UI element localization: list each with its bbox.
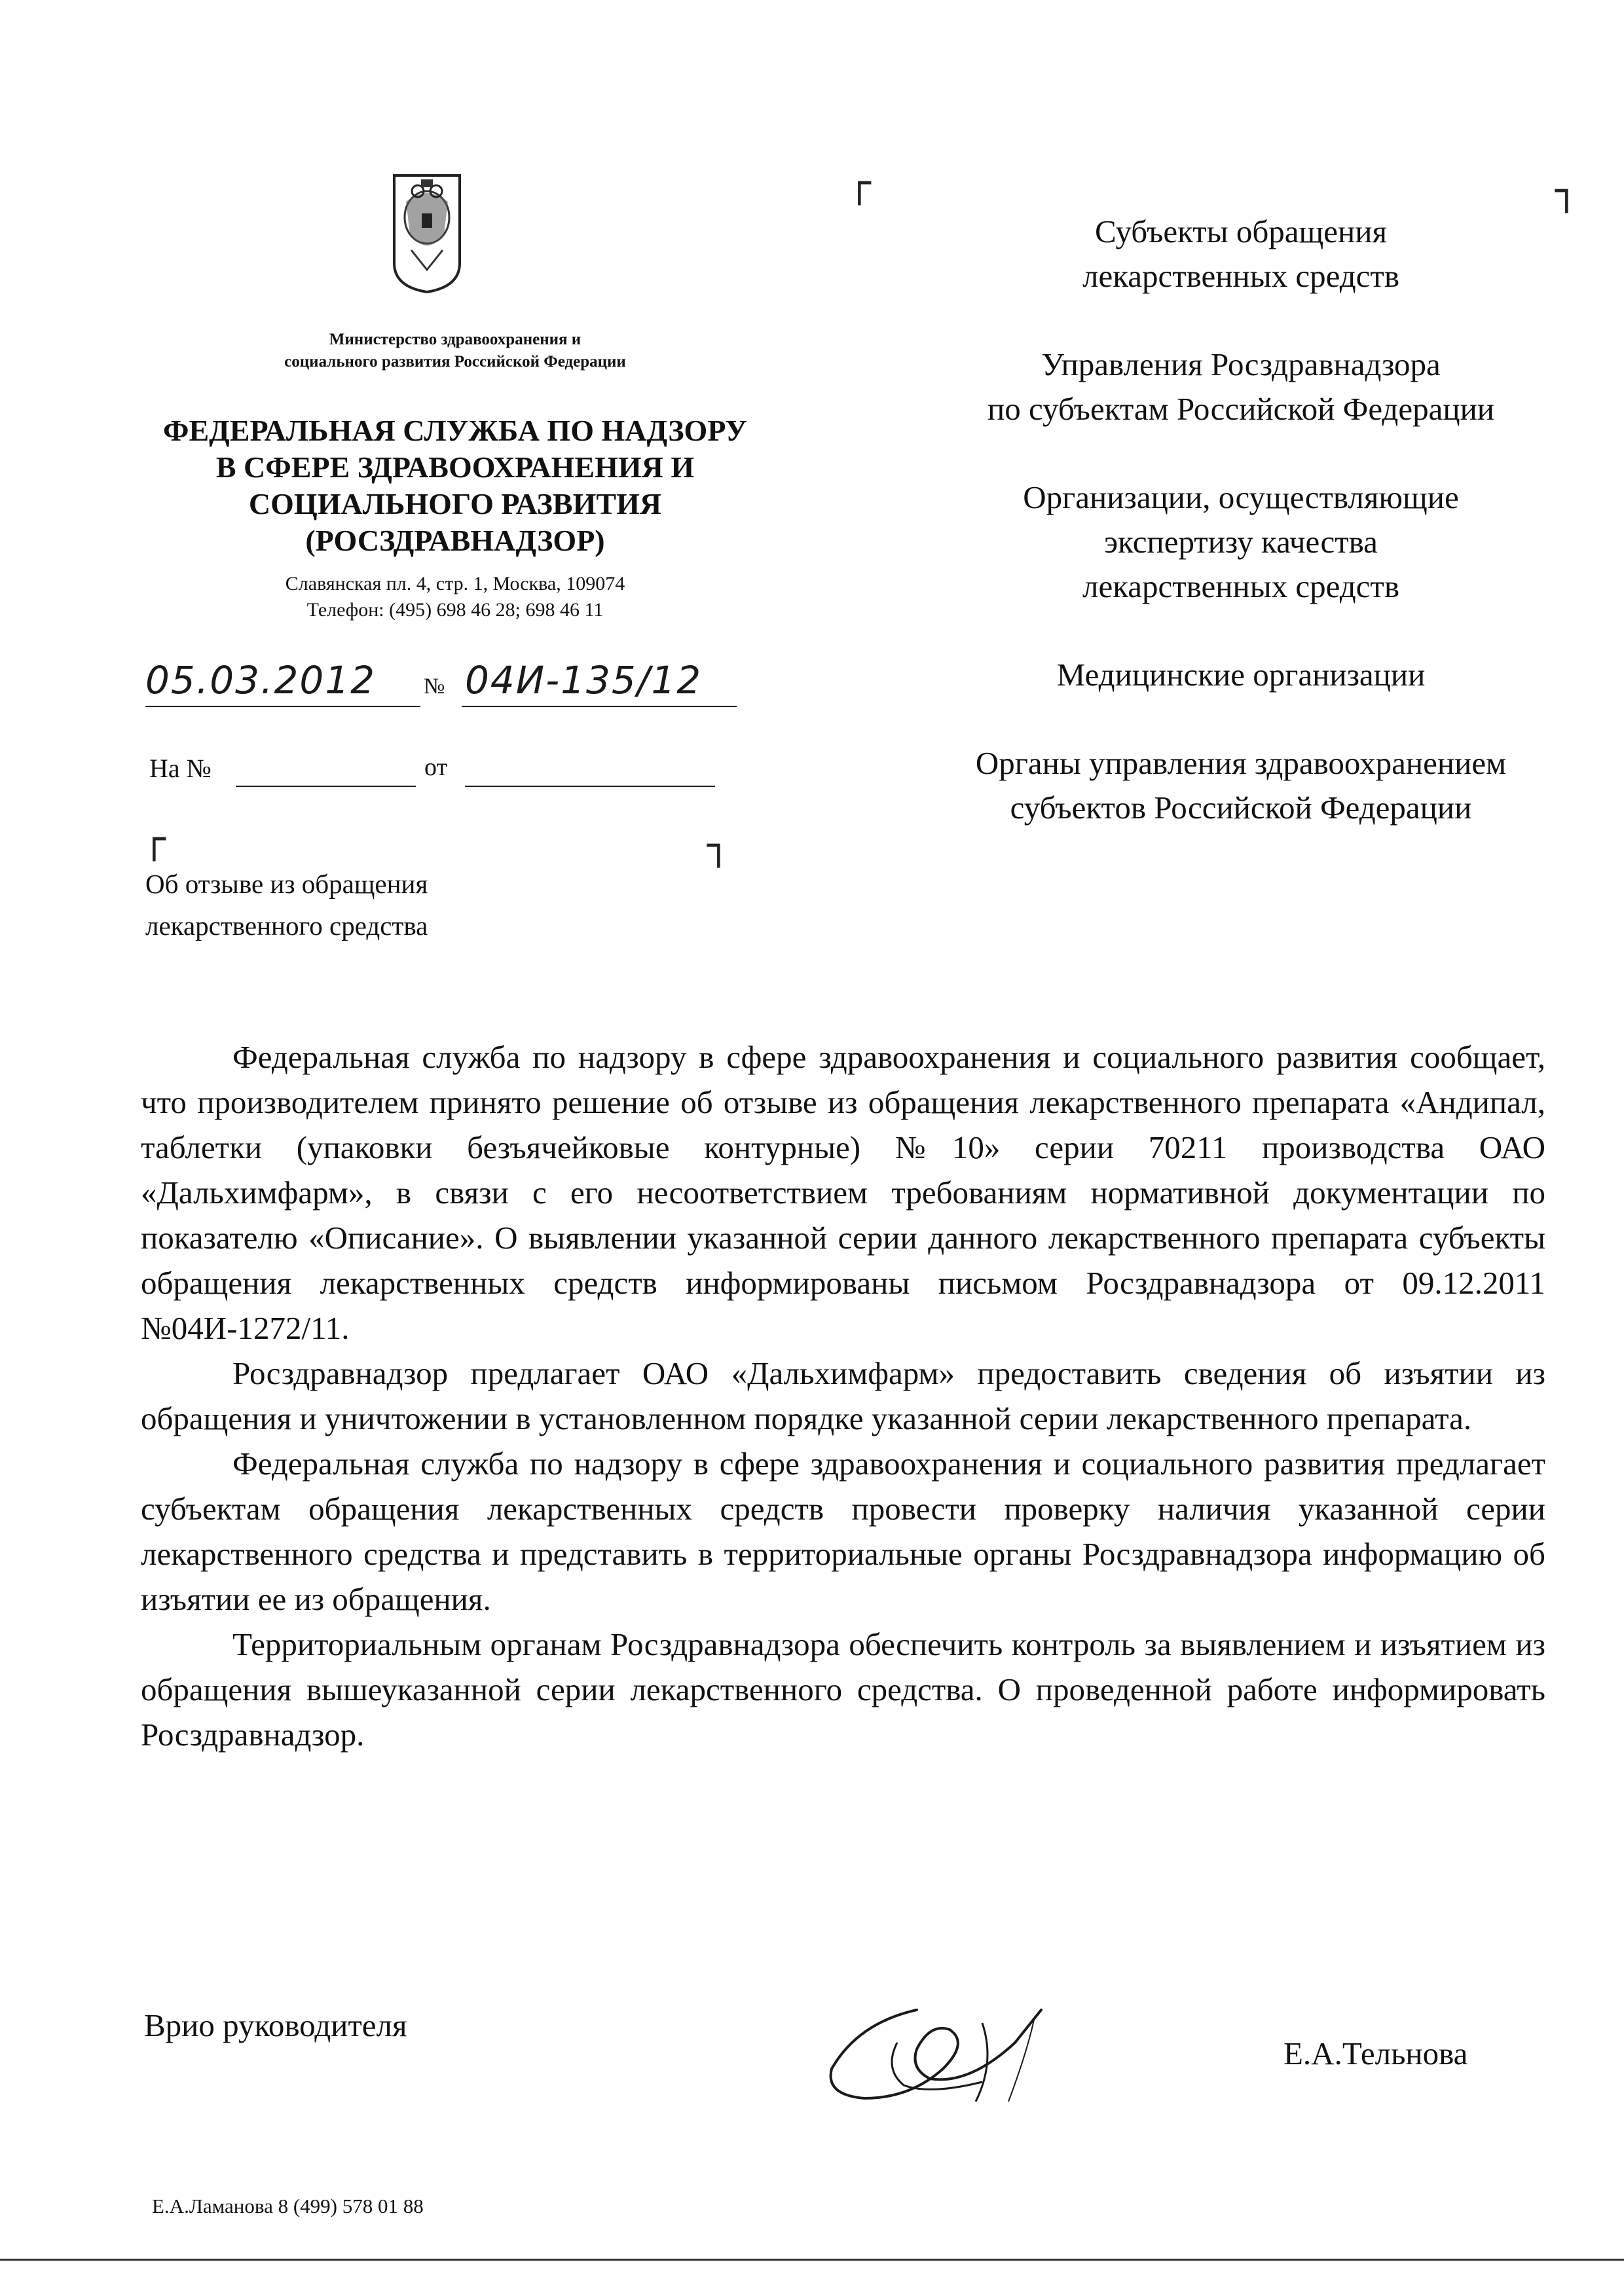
ministry-line-2: социального развития Российской Федерации bbox=[284, 353, 626, 371]
executor-contact: Е.А.Ламанова 8 (499) 578 01 88 bbox=[152, 2195, 424, 2217]
coat-of-arms-emblem bbox=[392, 172, 462, 295]
signatory-name: Е.А.Тельнова bbox=[1283, 2035, 1468, 2071]
subject-line-2: лекарственного средства bbox=[145, 911, 428, 941]
letter-body bbox=[141, 1034, 1545, 1757]
ministry-line-1: Министерство здравоохранения и bbox=[329, 331, 581, 348]
registration-date: 05.03.2012 bbox=[145, 658, 377, 702]
recipient-line: лекарственных средств bbox=[1082, 568, 1399, 604]
recipient-line: Субъекты обращения bbox=[1094, 213, 1387, 249]
address-line-1: Славянская пл. 4, стр. 1, Москва, 109074 bbox=[285, 573, 625, 594]
service-line-3: СОЦИАЛЬНОГО РАЗВИТИЯ bbox=[248, 487, 662, 520]
recipient-group bbox=[871, 741, 1611, 830]
service-name bbox=[131, 412, 779, 559]
recipient-line: по субъектам Российской Федерации bbox=[987, 391, 1495, 427]
recipient-line: Организации, осуществляющие bbox=[1023, 479, 1459, 515]
reference-date-label: от bbox=[424, 754, 448, 781]
corner-bracket-subject-left: ┌ bbox=[143, 816, 166, 861]
service-address bbox=[144, 571, 766, 623]
subject-line-1: Об отзыве из обращения bbox=[145, 869, 428, 899]
registration-number-sign: № bbox=[424, 674, 445, 699]
recipient-group bbox=[871, 475, 1611, 609]
recipient-group bbox=[871, 653, 1611, 697]
body-paragraph-4: Территориальным органам Росздравнадзора обеспечить контроль за выявлением и изъятием из обращения вышеуказанной серии лекарственного средства. О проведенной работе информировать Росздравнадзор. bbox=[141, 1626, 1545, 1753]
corner-bracket-subject-right: ┐ bbox=[707, 823, 730, 867]
recipient-line: Управления Росздравнадзора bbox=[1041, 346, 1441, 382]
corner-bracket-top-right: ┐ bbox=[1555, 168, 1578, 213]
corner-bracket-top-left: ┌ bbox=[848, 160, 871, 205]
recipient-line: экспертизу качества bbox=[1104, 524, 1378, 560]
service-line-4: (РОСЗДРАВНАДЗОР) bbox=[305, 524, 605, 557]
body-paragraph-3: Федеральная служба по надзору в сфере здравоохранения и социального развития предлагает субъектам обращения лекарственных средств провести проверку наличия указанной серии лекарственного средства и представить в территориальные органы Росздравнадзора информацию об изъятии ее из обращения. bbox=[141, 1446, 1545, 1617]
recipient-line: Органы управления здравоохранением bbox=[975, 745, 1507, 781]
bottom-scan-edge bbox=[0, 2259, 1624, 2261]
recipient-line: лекарственных средств bbox=[1082, 258, 1399, 294]
recipient-group bbox=[871, 210, 1611, 299]
body-paragraph-1: Федеральная служба по надзору в сфере здравоохранения и социального развития сообщает, что производителем принято решение об отзыве из обращения лекарственного препарата «Андипал, таблетки (упаковки безъячейковые контурные) №10» серии 70211 производства ОАО «Дальхимфарм», в связи с его несоответствием требованиям нормативной документации по показателю «Описание». О выявлении указанной серии данного лекарственного препарата субъекты обращения лекарственных средств информированы письмом Росздравнадзора от 09.12.2011 №04И-1272/11. bbox=[141, 1039, 1545, 1346]
recipients-list bbox=[871, 210, 1611, 874]
coat-of-arms-eagle-icon bbox=[392, 172, 462, 295]
ministry-name bbox=[144, 329, 766, 373]
service-line-1: ФЕДЕРАЛЬНАЯ СЛУЖБА ПО НАДЗОРУ bbox=[162, 414, 748, 447]
registration-number: 04И-135/12 bbox=[465, 658, 703, 702]
signatory-title: Врио руководителя bbox=[144, 2007, 407, 2043]
recipient-line: Медицинские организации bbox=[1056, 657, 1426, 693]
handwritten-signature-icon bbox=[819, 1971, 1054, 2128]
recipient-line: субъектов Российской Федерации bbox=[1010, 790, 1472, 826]
recipient-group bbox=[871, 342, 1611, 431]
reference-number-label: На № bbox=[149, 754, 212, 783]
letter-subject bbox=[145, 863, 604, 947]
address-line-2: Телефон: (495) 698 46 28; 698 46 11 bbox=[306, 599, 604, 621]
service-line-2: В СФЕРЕ ЗДРАВООХРАНЕНИЯ И bbox=[215, 450, 695, 484]
body-paragraph-2: Росздравнадзор предлагает ОАО «Дальхимфарм» предоставить сведения об изъятии из обращения и уничтожении в установленном порядке указанной серии лекарственного препарата. bbox=[141, 1355, 1545, 1436]
